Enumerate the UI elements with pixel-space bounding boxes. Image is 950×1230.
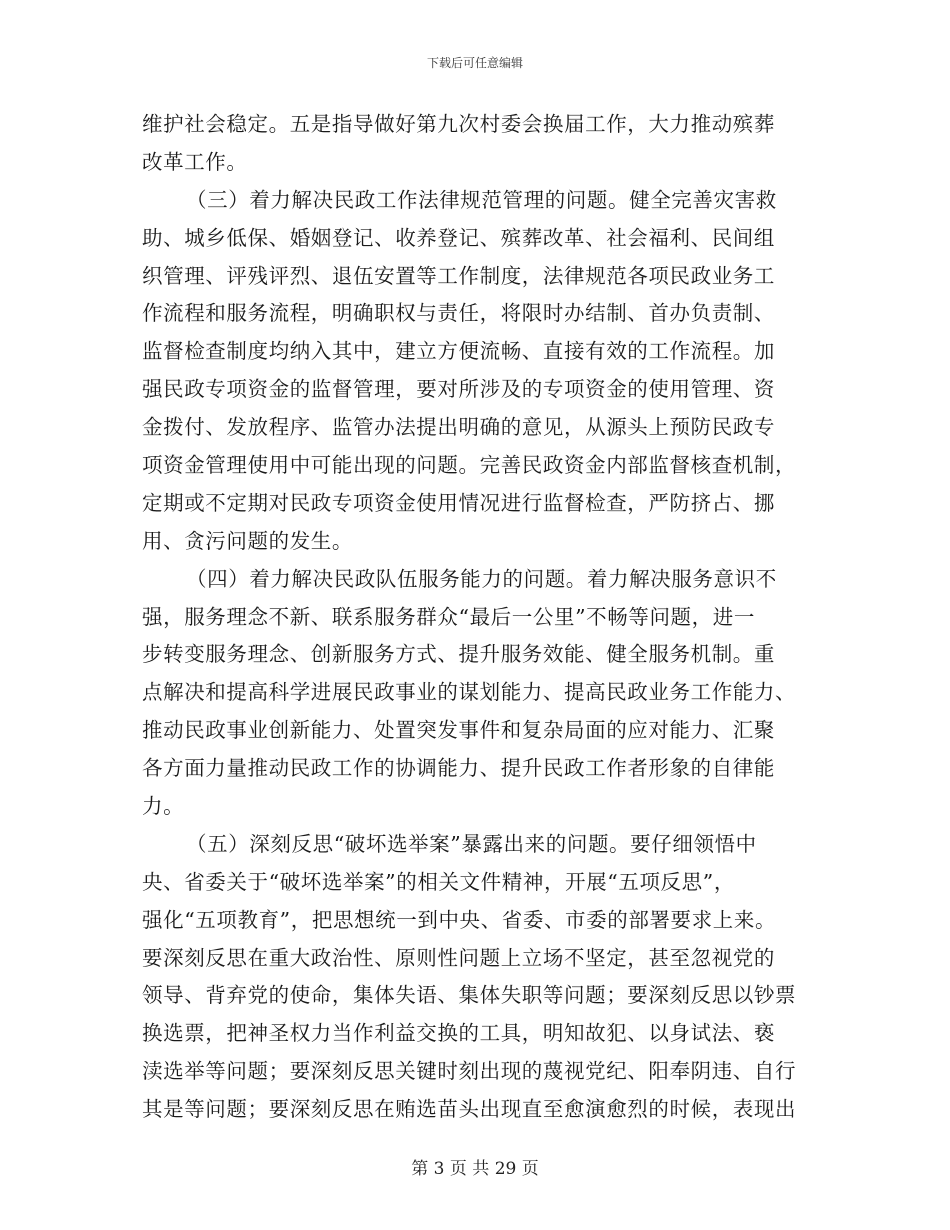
paragraph-heading-line: （三）着力解决民政工作法律规范管理的问题。健全完善灾害救	[186, 187, 777, 212]
body-line: 换选票，把神圣权力当作利益交换的工具，明知故犯、以身试法、亵	[142, 1021, 775, 1046]
body-line: 维护社会稳定。五是指导做好第九次村委会换届工作，大力推动殡葬	[142, 112, 775, 136]
body-line: 其是等问题；要深刻反思在贿选苗头出现直至愈演愈烈的时候，表现出	[142, 1097, 797, 1122]
body-line: 监督检查制度均纳入其中，建立方便流畅、直接有效的工作流程。加	[142, 339, 775, 364]
body-line: 项资金管理使用中可能出现的问题。完善民政资金内部监督核查机制，	[142, 453, 797, 478]
body-line: 点解决和提高科学进展民政事业的谋划能力、提高民政业务工作能力、	[142, 680, 797, 705]
body-line: 强化“五项教育”，把思想统一到中央、省委、市委的部署要求上来。	[142, 907, 777, 932]
body-line: 步转变服务理念、创新服务方式、提升服务效能、健全服务机制。重	[142, 642, 775, 667]
body-line: 要深刻反思在重大政治性、原则性问题上立场不坚定，甚至忽视党的	[142, 945, 775, 970]
body-line: 领导、背弃党的使命，集体失语、集体失职等问题；要深刻反思以钞票	[142, 983, 797, 1008]
body-line: 作流程和服务流程，明确职权与责任，将限时办结制、首办负责制、	[142, 301, 775, 326]
body-line: 强民政专项资金的监督管理，要对所涉及的专项资金的使用管理、资	[142, 377, 775, 402]
body-line: 各方面力量推动民政工作的协调能力、提升民政工作者形象的自律能	[142, 756, 775, 781]
body-line: 力。	[142, 794, 185, 819]
body-line: 用、贪污问题的发生。	[142, 528, 353, 553]
body-line: 改革工作。	[142, 149, 248, 174]
body-line: 渎选举等问题；要深刻反思关键时刻出现的蔑视党纪、阳奉阴违、自行	[142, 1059, 797, 1084]
body-line: 助、城乡低保、婚姻登记、收养登记、殡葬改革、社会福利、民间组	[142, 225, 775, 250]
paragraph-heading-line: （四）着力解决民政队伍服务能力的问题。着力解决服务意识不	[186, 566, 777, 591]
body-line: 定期或不定期对民政专项资金使用情况进行监督检查，严防挤占、挪	[142, 490, 775, 515]
body-line: 央、省委关于“破坏选举案”的相关文件精神，开展“五项反思”，	[142, 869, 735, 894]
body-line: 推动民政事业创新能力、处置突发事件和复杂局面的应对能力、汇聚	[142, 718, 775, 743]
body-line: 织管理、评残评烈、退伍安置等工作制度，法律规范各项民政业务工	[142, 263, 775, 288]
page-header: 下载后可任意编辑	[426, 56, 523, 70]
paragraph-heading-line: （五）深刻反思“破坏选举案”暴露出来的问题。要仔细领悟中	[186, 831, 757, 856]
body-line: 强，服务理念不新、联系服务群众“最后一公里”不畅等问题，进一	[142, 604, 755, 629]
body-line: 金拨付、发放程序、监管办法提出明确的意见，从源头上预防民政专	[142, 415, 775, 440]
document-body	[142, 106, 808, 1129]
page-number: 第 3 页 共 29 页	[411, 1159, 539, 1179]
